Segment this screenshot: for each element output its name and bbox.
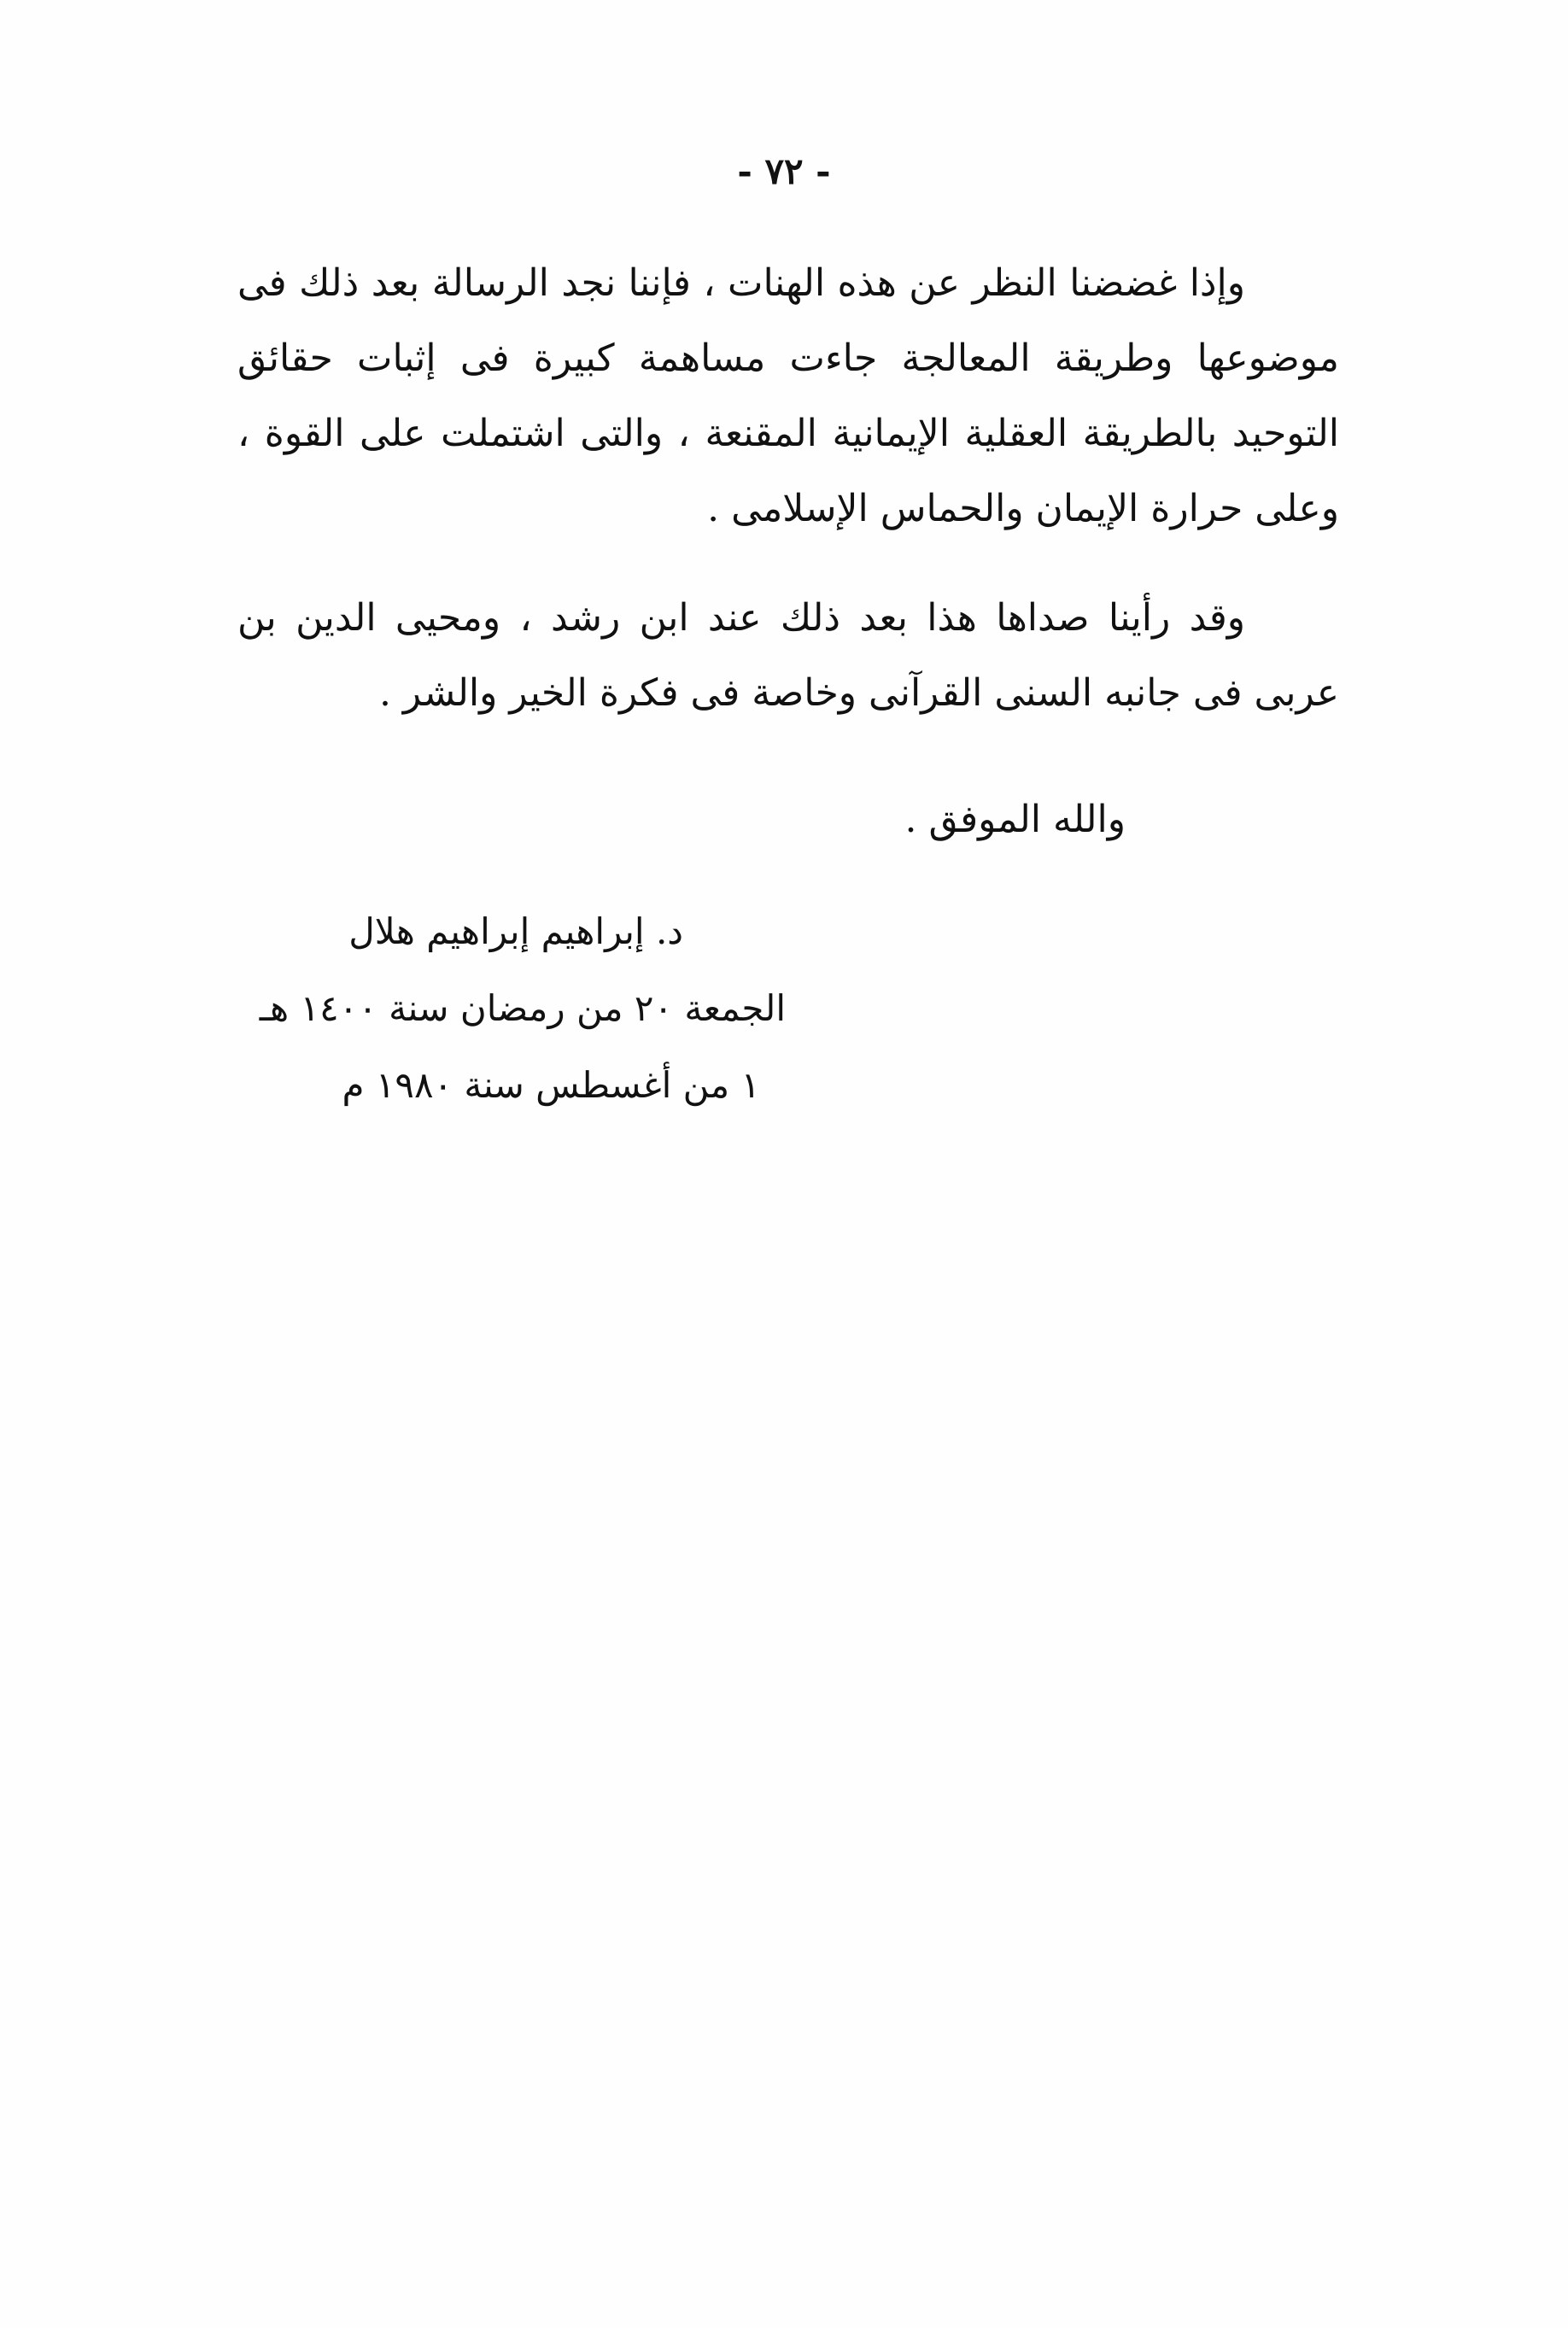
page-number: - ٧٢ -	[737, 150, 831, 192]
paragraph-text: وقد رأينا صداها هذا بعد ذلك عند ابن رشد ، ومحيى الدين بن عربى فى جانبه السنى القرآنى وخاصة فى فكرة الخير والشر .	[237, 596, 1339, 715]
paragraph-1	[237, 246, 1339, 547]
signature-block	[260, 893, 786, 1124]
paragraph-text: وإذا غضضنا النظر عن هذه الهنات ، فإننا نجد الرسالة بعد ذلك فى موضوعها وطريقة المعالجة جاءت مساهمة كبيرة فى إثبات حقائق التوحيد بالطريقة العقلية الإيمانية المقنعة ، والتى اشتملت على القوة ، وعلى حرارة الإيمان والحماس الإسلامى .	[237, 261, 1339, 530]
date-gregorian: ١ من أغسطس سنة ١٩٨٠ م	[342, 1064, 760, 1106]
closing-line: والله الموفق .	[904, 798, 1126, 841]
paragraph-2	[237, 581, 1339, 731]
author-name: د. إبراهيم إبراهيم هلال	[348, 910, 683, 952]
date-hijri: الجمعة ٢٠ من رمضان سنة ١٤٠٠ هـ	[259, 987, 786, 1029]
